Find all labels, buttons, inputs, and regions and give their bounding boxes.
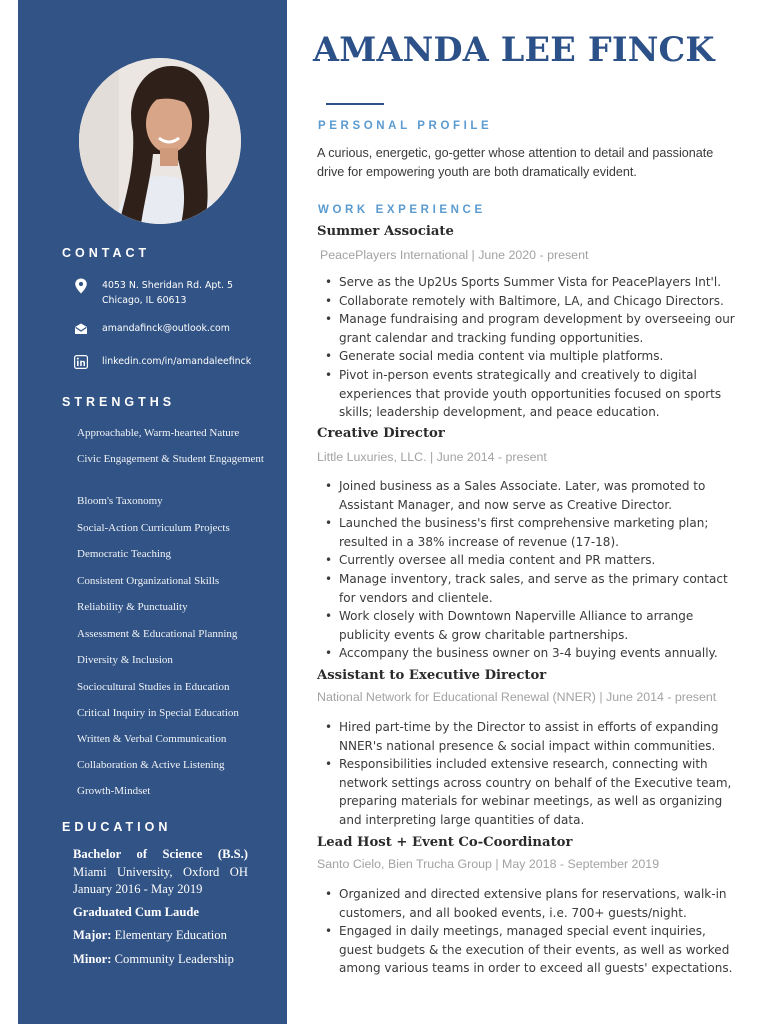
honors: Graduated Cum Laude [73,904,199,919]
strength-item: Collaboration & Active Listening [77,759,225,771]
name-divider [326,103,384,105]
strength-item: Bloom's Taxonomy [77,495,163,507]
major-label: Major: [73,928,112,942]
contact-heading: CONTACT [62,246,151,260]
work-heading: WORK EXPERIENCE [318,204,486,216]
strength-item: Growth-Mindset [77,785,151,797]
profile-text: A curious, energetic, go-getter whose attention to detail and passionate drive for empowering youth are both dramatically evident. [317,146,714,179]
minor-line [73,951,248,969]
education-heading: EDUCATION [62,820,172,834]
job-bullets [339,273,739,422]
job-bullet: • Manage fundraising and program development by overseeing our grant calendar and tracking funding opportunities. [339,310,739,347]
job-title: Creative Director [317,426,445,441]
school: Miami University, Oxford OH [73,864,248,879]
job-title: Lead Host + Event Co-Coordinator [317,835,573,850]
email-link[interactable]: amandafinck@outlook.com [102,323,230,334]
job-bullet: • Generate social media content via multiple platforms. [339,347,739,366]
job-title: Assistant to Executive Director [317,668,547,683]
profile-photo [79,58,241,224]
job-bullet: • Hired part-time by the Director to assist in efforts of expanding NNER's national presence & social impact within communities. [339,718,739,755]
strength-item: Democratic Teaching [77,548,172,560]
job-bullet: • Accompany the business owner on 3-4 buying events annually. [339,644,739,663]
job-meta: National Network for Educational Renewal (NNER) | June 2014 - present [317,690,717,704]
job-bullet: • Organized and directed extensive plans for reservations, walk-in customers, and all booked events, i.e. 700+ guests/night. [339,885,739,922]
job-bullet: • Launched the business's first comprehensive marketing plan; resulted in a 38% increase of revenue (17-18). [339,514,739,551]
minor-label: Minor: [73,951,112,966]
strength-item: Reliability & Punctuality [77,601,188,613]
location-pin-icon [74,278,88,294]
strength-item: Approachable, Warm-hearted Nature [77,427,240,439]
job-bullets [339,477,739,663]
job-bullet: • Pivot in-person events strategically and creatively to digital experiences that provide youth opportunities focused on sports skills; leadership development, and peace education. [339,366,739,422]
contact-address [74,278,279,308]
sidebar [18,0,287,1024]
job-bullets [339,718,739,830]
minor-value: Community Leadership [114,951,234,966]
degree: Bachelor of Science (B.S.) [73,847,248,861]
mail-icon [74,321,88,337]
job-title: Summer Associate [317,224,454,239]
job-bullet: • Responsibilities included extensive research, connecting with network settings across country on behalf of the Executive team, preparing materials for webinar meetings, as well as organizing and interpreting large quantities of data. [339,755,739,829]
job-bullet: • Collaborate remotely with Baltimore, LA, and Chicago Directors. [339,292,739,311]
linkedin-link[interactable]: linkedin.com/in/amandaleefinck [102,356,252,367]
job-bullet: • Serve as the Up2Us Sports Summer Vista for PeacePlayers Int'l. [339,273,739,292]
strength-item: Critical Inquiry in Special Education [77,707,239,719]
contact-linkedin[interactable] [74,354,279,384]
contact-email[interactable] [74,321,279,351]
strength-item: Consistent Organizational Skills [77,575,220,587]
strength-item: Assessment & Educational Planning [77,628,238,640]
strengths-heading: STRENGTHS [62,395,176,409]
job-meta: PeacePlayers International | June 2020 - present [320,248,589,262]
strength-item: Diversity & Inclusion [77,654,173,666]
strength-item: Civic Engagement & Student Engagement [77,453,264,465]
job-bullet: • Work closely with Downtown Naperville Alliance to arrange publicity events & grow charitable partnerships. [339,607,739,644]
job-bullet: • Engaged in daily meetings, managed special event inquiries, guest budgets & the execution of their events, as well as worked among various teams in order to exceed all guests' expectations. [339,922,739,978]
job-bullet: • Currently oversee all media content and PR matters. [339,551,739,570]
education-dates: January 2016 - May 2019 [73,882,203,896]
address-text: 4053 N. Sheridan Rd. Apt. 5 Chicago, IL 60613 [102,280,233,306]
job-bullet: • Joined business as a Sales Associate. Later, was promoted to Assistant Manager, and now serve as Creative Director. [339,477,739,514]
candidate-name: AMANDA LEE FINCK [313,30,715,69]
strength-item: Social-Action Curriculum Projects [77,522,230,534]
job-meta: Little Luxuries, LLC. | June 2014 - present [317,450,547,464]
linkedin-icon [74,354,88,370]
job-bullet: • Manage inventory, track sales, and serve as the primary contact for vendors and clientele. [339,570,739,607]
strength-item: Written & Verbal Communication [77,733,227,745]
job-meta: Santo Cielo, Bien Trucha Group | May 2018 - September 2019 [317,857,660,871]
profile-heading: PERSONAL PROFILE [318,120,493,132]
education-block [73,846,248,968]
strength-item: Sociocultural Studies in Education [77,681,230,693]
major-line [73,927,248,945]
job-bullets [339,885,739,978]
major-value: Elementary Education [114,928,227,942]
